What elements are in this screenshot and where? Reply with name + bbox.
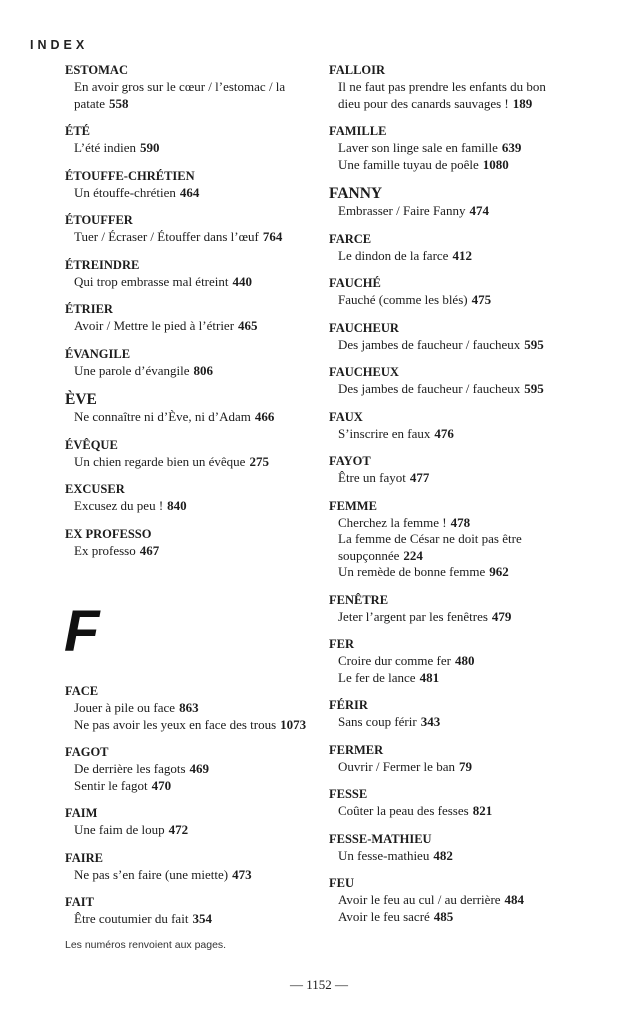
page-number: — 1152 — [289, 977, 349, 992]
entry-line [329, 381, 579, 398]
page-reference: 962 [489, 564, 509, 579]
entry-line [65, 229, 327, 246]
entry-heading: ESTOMAC [65, 63, 128, 77]
index-entry [65, 683, 327, 733]
entry-heading: ÉTOUFFE-CHRÉTIEN [65, 168, 195, 183]
index-entry [65, 481, 327, 515]
entry-heading: FAUCHEUR [329, 320, 399, 335]
entry-line [65, 700, 327, 717]
entry-heading: FAUX [329, 409, 363, 424]
entry-heading: ÉTÉ [65, 124, 91, 138]
entry-heading: FAIRE [65, 850, 103, 865]
index-entry [329, 184, 579, 220]
entry-line [65, 761, 327, 778]
entry-line [65, 454, 327, 471]
entry-text: Il ne faut pas prendre les enfants du bon [338, 79, 546, 94]
entry-text: Des jambes de faucheur / faucheux [338, 336, 521, 352]
page-reference: 79 [458, 758, 472, 774]
entry-line [329, 670, 579, 687]
entry-text: Une famille tuyau de poêle [338, 156, 479, 172]
entry-line [65, 778, 327, 795]
entry-heading: FAIT [65, 895, 94, 909]
index-column-left-bottom [65, 683, 327, 939]
entry-text: Le fer de lance [338, 669, 416, 685]
page-reference: 474 [469, 203, 489, 218]
entry-text: Ouvrir / Fermer le ban [338, 758, 455, 774]
entry-heading: FEMME [329, 498, 377, 513]
index-entry [329, 831, 579, 865]
entry-text: Le dindon de la farce [338, 247, 449, 263]
page-reference: 475 [471, 292, 492, 307]
entry-line [329, 248, 579, 265]
entry-text: S’inscrire en faux [338, 425, 431, 441]
index-entry [329, 275, 579, 309]
page-reference: 476 [434, 425, 454, 441]
index-entry [329, 364, 579, 398]
footnote: Les numéros renvoient aux pages. [65, 939, 227, 951]
index-entry [65, 805, 327, 839]
page-reference: 224 [403, 547, 423, 563]
entry-line [329, 803, 579, 820]
index-entry [65, 62, 327, 112]
entry-text: Ne connaître ni d’Ève, ni d’Adam [74, 409, 251, 424]
entry-text: Laver son linge sale en famille [338, 140, 498, 155]
entry-text: En avoir gros sur le cœur / l’estomac / la [74, 79, 286, 94]
entry-line [65, 274, 327, 291]
entry-text: Une faim de loup [74, 822, 165, 837]
entry-line [329, 892, 579, 909]
page-reference: 863 [179, 700, 199, 715]
entry-line [329, 157, 579, 174]
index-entry [329, 875, 579, 925]
entry-line [65, 911, 327, 928]
entry-line [65, 498, 327, 515]
entry-line [329, 848, 579, 865]
entry-text: Embrasser / Faire Fanny [338, 203, 466, 218]
entry-line [65, 543, 327, 560]
index-entry [329, 453, 579, 487]
page-reference: 189 [512, 95, 533, 111]
page-reference: 1080 [482, 156, 509, 172]
index-entry [329, 697, 579, 731]
index-entry [65, 390, 327, 426]
entry-line [65, 185, 327, 202]
page-reference: 465 [238, 318, 258, 333]
entry-heading: FESSE-MATHIEU [329, 831, 432, 846]
page-reference: 354 [192, 911, 212, 926]
entry-line [65, 867, 327, 884]
page-reference: 485 [433, 908, 454, 924]
entry-heading: FESSE [329, 787, 368, 801]
page-reference: 595 [524, 336, 544, 352]
page-reference: 840 [167, 498, 187, 513]
page-reference: 595 [524, 381, 544, 396]
entry-line [329, 96, 579, 113]
index-entry [329, 231, 579, 265]
index-column-left-top [65, 62, 327, 570]
index-entry [65, 437, 327, 471]
entry-line [329, 292, 579, 309]
entry-line [329, 909, 579, 926]
page-reference: 477 [409, 470, 430, 485]
entry-heading: FAGOT [65, 745, 109, 759]
index-entry [329, 320, 579, 354]
page-reference: 482 [433, 847, 453, 863]
index-entry [65, 526, 327, 560]
entry-text: Sans coup férir [338, 714, 417, 729]
entry-text: Sentir le fagot [74, 777, 148, 793]
page-reference: 480 [454, 653, 475, 668]
entry-text: Être coutumier du fait [74, 911, 189, 926]
entry-line [65, 822, 327, 839]
entry-heading: FALLOIR [329, 63, 386, 77]
entry-heading: FEU [329, 876, 354, 890]
entry-line [329, 79, 579, 96]
entry-text: Avoir le feu sacré [338, 908, 430, 924]
index-entry [329, 498, 579, 581]
entry-line [329, 470, 579, 487]
page-reference: 484 [504, 892, 525, 907]
index-entry [65, 168, 327, 202]
page-reference: 467 [139, 542, 160, 558]
entry-text: Ex professo [74, 542, 136, 558]
entry-text: Une parole d’évangile [74, 362, 190, 378]
entry-line [65, 409, 327, 426]
entry-text: Un remède de bonne femme [338, 564, 486, 579]
entry-heading: FAUCHEUX [329, 365, 399, 379]
entry-line [329, 653, 579, 670]
page-reference: 821 [472, 803, 493, 818]
entry-heading: FANNY [329, 185, 383, 202]
index-entry [65, 123, 327, 157]
entry-text: Être un fayot [338, 470, 406, 485]
index-entry [329, 636, 579, 686]
entry-line [65, 318, 327, 335]
entry-heading: FÉRIR [329, 698, 368, 712]
index-entry [329, 592, 579, 626]
entry-line [329, 759, 579, 776]
page-reference: 764 [262, 229, 283, 244]
entry-text: patate [74, 95, 106, 111]
index-entry [65, 257, 327, 291]
entry-text: Excusez du peu ! [74, 498, 164, 513]
entry-line [329, 564, 579, 581]
entry-line [329, 548, 579, 565]
entry-line [65, 363, 327, 380]
entry-line [329, 515, 579, 532]
entry-text: Qui trop embrasse mal étreint [74, 273, 229, 289]
entry-heading: FAIM [65, 806, 98, 820]
entry-heading: EXCUSER [65, 482, 125, 496]
entry-heading: ÈVE [65, 391, 97, 408]
entry-text: Jeter l’argent par les fenêtres [338, 608, 488, 624]
entry-line [329, 609, 579, 626]
page-reference: 464 [179, 184, 200, 200]
page-reference: 343 [420, 714, 441, 729]
entry-text: Fauché (comme les blés) [338, 292, 468, 307]
entry-text: La femme de César ne doit pas être [338, 531, 522, 546]
entry-line [329, 140, 579, 157]
page-reference: 639 [501, 140, 522, 155]
page-reference: 806 [193, 362, 214, 378]
index-entry [65, 744, 327, 794]
entry-text: soupçonnée [338, 547, 400, 563]
entry-text: Croire dur comme fer [338, 653, 451, 668]
page-reference: 481 [419, 669, 440, 685]
index-entry [329, 62, 579, 112]
page-reference: 440 [232, 273, 253, 289]
index-entry [65, 850, 327, 884]
entry-text: Jouer à pile ou face [74, 700, 176, 715]
entry-text: Un étouffe-chrétien [74, 184, 176, 200]
entry-heading: ÉTRIER [65, 302, 113, 316]
page-reference: 473 [232, 866, 252, 882]
entry-heading: FENÊTRE [329, 592, 389, 607]
entry-line [65, 79, 327, 96]
entry-text: Un chien regarde bien un évêque [74, 453, 246, 469]
page-reference: 472 [168, 822, 189, 837]
entry-line [329, 531, 579, 548]
page-reference: 470 [151, 777, 172, 793]
index-entry [329, 409, 579, 443]
entry-heading: ÉTREINDRE [65, 257, 140, 272]
entry-text: Un fesse-mathieu [338, 847, 430, 863]
page-reference: 1073 [280, 716, 307, 732]
index-entry [65, 346, 327, 380]
index-column-right [329, 62, 579, 936]
index-entry [329, 123, 579, 173]
entry-text: Cherchez la femme ! [338, 514, 447, 530]
index-entry [329, 786, 579, 820]
entry-heading: FER [329, 637, 354, 651]
entry-heading: FAUCHÉ [329, 276, 381, 290]
entry-heading: EX PROFESSO [65, 526, 152, 541]
entry-line [329, 426, 579, 443]
entry-line [65, 717, 327, 734]
index-entry [329, 742, 579, 776]
page-reference: 479 [491, 608, 512, 624]
index-entry [65, 212, 327, 246]
entry-line [329, 203, 579, 220]
entry-heading: ÉVÊQUE [65, 437, 118, 452]
entry-text: Ne pas s’en faire (une miette) [74, 866, 229, 882]
page-header: INDEX [30, 38, 89, 52]
entry-text: Avoir / Mettre le pied à l’étrier [74, 318, 235, 333]
entry-text: L’été indien [74, 140, 136, 155]
entry-text: Des jambes de faucheur / faucheux [338, 381, 521, 396]
entry-line [329, 714, 579, 731]
entry-heading: FAMILLE [329, 124, 387, 138]
index-entry [65, 894, 327, 928]
page-reference: 275 [249, 453, 269, 469]
page-reference: 412 [452, 247, 472, 263]
entry-text: Coûter la peau des fesses [338, 803, 469, 818]
entry-line [65, 96, 327, 113]
entry-heading: ÉTOUFFER [65, 213, 133, 227]
entry-line [329, 337, 579, 354]
entry-heading: FAYOT [329, 454, 371, 468]
index-entry [65, 301, 327, 335]
page-reference: 466 [254, 409, 275, 424]
entry-heading: ÉVANGILE [65, 346, 131, 361]
entry-text: dieu pour des canards sauvages ! [338, 95, 509, 111]
section-letter: F [64, 599, 100, 664]
entry-text: Avoir le feu au cul / au derrière [338, 892, 501, 907]
page-reference: 558 [109, 95, 129, 111]
entry-text: De derrière les fagots [74, 761, 186, 776]
entry-line [65, 140, 327, 157]
entry-heading: FACE [65, 684, 99, 698]
entry-text: Ne pas avoir les yeux en face des trous [74, 716, 277, 732]
page-reference: 478 [450, 514, 471, 530]
page-reference: 469 [189, 761, 210, 776]
page-reference: 590 [139, 140, 160, 155]
entry-heading: FERMER [329, 742, 384, 757]
entry-text: Tuer / Écraser / Étouffer dans l’œuf [74, 229, 259, 244]
entry-heading: FARCE [329, 231, 372, 246]
